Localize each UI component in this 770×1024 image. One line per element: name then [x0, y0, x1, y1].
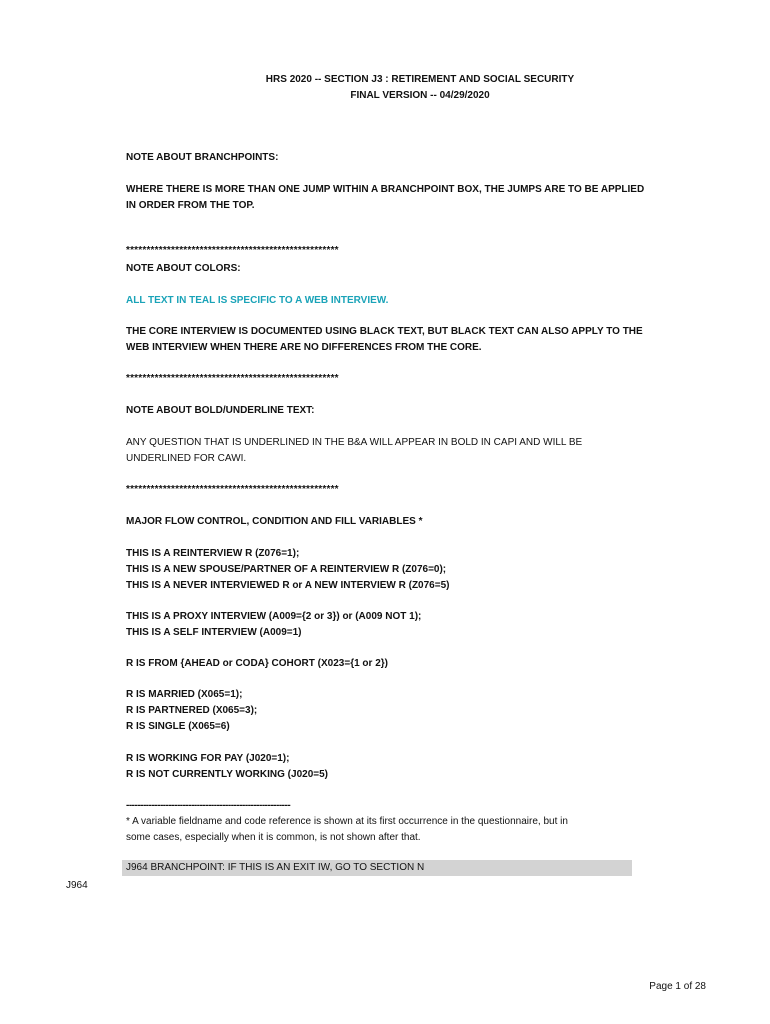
margin-question-label: J964 — [66, 880, 88, 891]
flow-group-interview-type — [126, 546, 646, 594]
colors-teal-note: ALL TEXT IN TEAL IS SPECIFIC TO A WEB INTERVIEW. — [126, 295, 389, 306]
header-version: FINAL VERSION -- 04/29/2020 — [350, 90, 490, 101]
flow-line: R IS MARRIED (X065=1); — [126, 689, 243, 700]
footnote-text — [126, 814, 646, 846]
flow-line: R IS FROM {AHEAD or CODA} COHORT (X023={1 or 2}) — [126, 658, 388, 669]
footnote-line-1: * A variable fieldname and code reference is shown at its first occurrence in the questionnaire, but in — [126, 816, 568, 827]
colors-line-2: WEB INTERVIEW WHEN THERE ARE NO DIFFERENCES FROM THE CORE. — [126, 342, 482, 353]
bold-underline-line-2: UNDERLINED FOR CAWI. — [126, 453, 247, 464]
flow-line: THIS IS A NEW SPOUSE/PARTNER OF A REINTERVIEW R (Z076=0); — [126, 564, 447, 575]
separator-3: **************************************************** — [126, 484, 339, 495]
branchpoints-title: NOTE ABOUT BRANCHPOINTS: — [126, 152, 279, 163]
colors-line-1: THE CORE INTERVIEW IS DOCUMENTED USING BLACK TEXT, BUT BLACK TEXT CAN ALSO APPLY TO THE — [126, 326, 643, 337]
colors-title: NOTE ABOUT COLORS: — [126, 263, 241, 274]
flow-group-working — [126, 751, 646, 783]
bold-underline-text — [126, 435, 646, 467]
page-number: Page 1 of 28 — [649, 981, 706, 992]
branchpoints-line-1: WHERE THERE IS MORE THAN ONE JUMP WITHIN A BRANCHPOINT BOX, THE JUMPS ARE TO BE APPLIED — [126, 184, 645, 195]
branchpoints-text — [126, 182, 646, 214]
flow-group-cohort — [126, 656, 646, 672]
flow-line: THIS IS A REINTERVIEW R (Z076=1); — [126, 548, 300, 559]
footnote-line-2: some cases, especially when it is common, is not shown after that. — [126, 832, 421, 843]
footnote-divider: ---------------------------------------------------------- — [126, 800, 291, 811]
flow-line: R IS PARTNERED (X065=3); — [126, 705, 258, 716]
branchpoints-line-2: IN ORDER FROM THE TOP. — [126, 200, 255, 211]
flow-group-proxy — [126, 609, 646, 641]
separator-2: **************************************************** — [126, 373, 339, 384]
flow-line: THIS IS A SELF INTERVIEW (A009=1) — [126, 627, 302, 638]
flow-group-marital — [126, 687, 646, 735]
flow-line: R IS NOT CURRENTLY WORKING (J020=5) — [126, 769, 328, 780]
bold-underline-title: NOTE ABOUT BOLD/UNDERLINE TEXT: — [126, 405, 315, 416]
flow-line: THIS IS A PROXY INTERVIEW (A009={2 or 3}) or (A009 NOT 1); — [126, 611, 422, 622]
document-header — [0, 72, 770, 104]
flow-line: R IS SINGLE (X065=6) — [126, 721, 230, 732]
colors-text — [126, 324, 646, 356]
bold-underline-line-1: ANY QUESTION THAT IS UNDERLINED IN THE B&A WILL APPEAR IN BOLD IN CAPI AND WILL BE — [126, 437, 583, 448]
separator-1: **************************************************** — [126, 245, 339, 256]
branchpoint-box: J964 BRANCHPOINT: IF THIS IS AN EXIT IW, GO TO SECTION N — [122, 860, 632, 876]
flow-title: MAJOR FLOW CONTROL, CONDITION AND FILL VARIABLES * — [126, 516, 423, 527]
flow-line: THIS IS A NEVER INTERVIEWED R or A NEW INTERVIEW R (Z076=5) — [126, 580, 450, 591]
header-title: HRS 2020 -- SECTION J3 : RETIREMENT AND SOCIAL SECURITY — [265, 74, 575, 85]
flow-line: R IS WORKING FOR PAY (J020=1); — [126, 753, 290, 764]
